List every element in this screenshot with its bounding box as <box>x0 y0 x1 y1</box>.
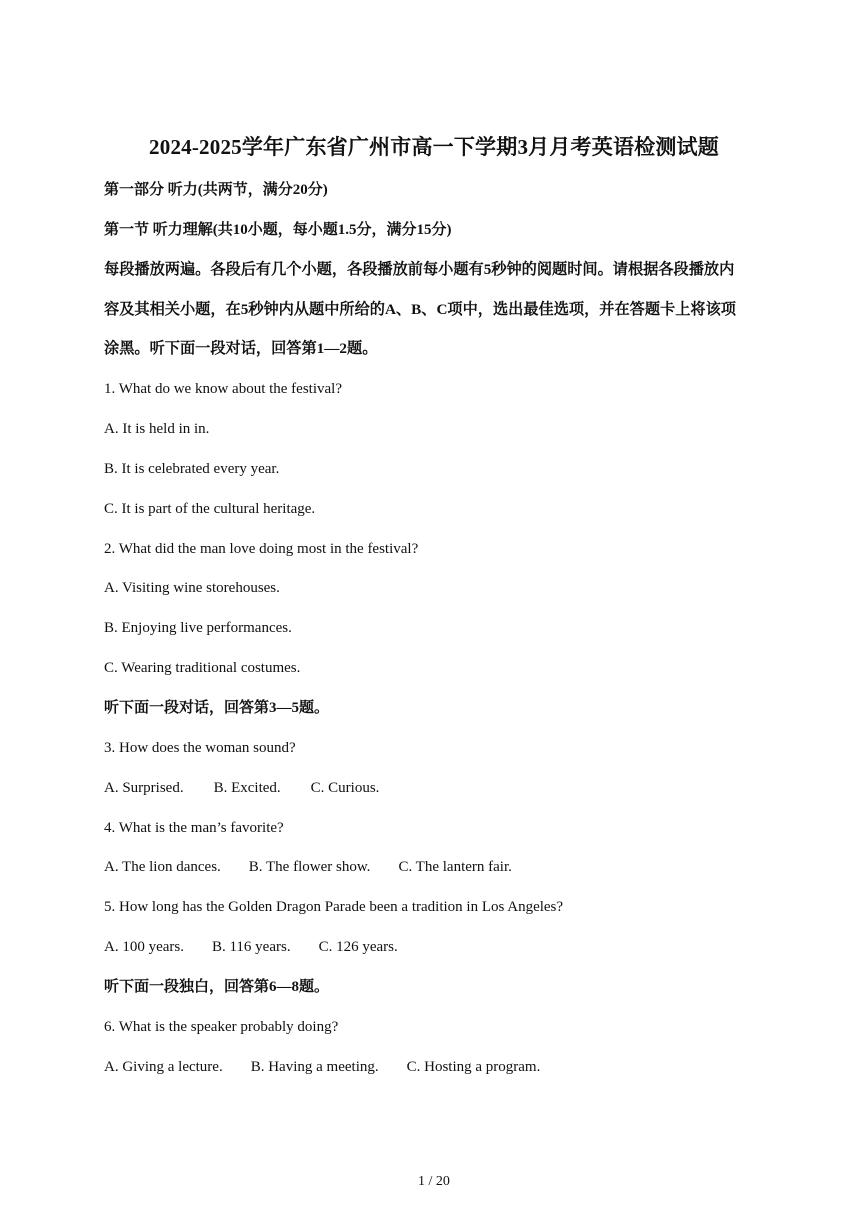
question-5-option-b: B. 116 years. <box>211 939 291 956</box>
question-3-options <box>104 773 766 813</box>
question-5-option-a: A. 100 years. <box>104 939 184 956</box>
instruction-line-1: 每段播放两遍。各段后有几个小题，各段播放前每小题有5秒钟的阅题时间。请根据各段播放内 <box>104 260 735 278</box>
dialogue-2-heading: 听下面一段对话，回答第3—5题。 <box>104 699 330 716</box>
part1-heading: 第一部分 听力(共两节，满分20分) <box>104 182 328 198</box>
question-3-option-b: B. Excited. <box>213 779 281 796</box>
question-6-option-c: C. Hosting a program. <box>406 1058 541 1075</box>
monologue-heading: 听下面一段独白，回答第6—8题。 <box>104 978 330 995</box>
question-1-stem: 1. What do we know about the festival? <box>104 381 342 398</box>
question-6-option-b: B. Having a meeting. <box>250 1058 379 1075</box>
question-2-option-b: B. Enjoying live performances. <box>104 620 292 637</box>
question-5-stem: 5. How long has the Golden Dragon Parade been a tradition in Los Angeles? <box>104 899 564 916</box>
section1-heading: 第一节 听力理解(共10小题，每小题1.5分，满分15分) <box>104 221 452 238</box>
instruction-line-3: 涂黑。听下面一段对话，回答第1—2题。 <box>104 340 378 358</box>
question-4-options <box>104 852 766 892</box>
question-2-option-c: C. Wearing traditional costumes. <box>104 660 301 677</box>
question-1-option-a: A. It is held in in. <box>104 421 210 438</box>
question-1-option-c: C. It is part of the cultural heritage. <box>104 500 316 517</box>
question-4-stem: 4. What is the man’s favorite? <box>104 819 284 836</box>
question-6-option-a: A. Giving a lecture. <box>104 1058 223 1075</box>
question-2-stem: 2. What did the man love doing most in the festival? <box>104 540 419 557</box>
question-2-option-a: A. Visiting wine storehouses. <box>104 580 280 597</box>
question-4-option-c: C. The lantern fair. <box>398 859 512 876</box>
question-3-option-c: C. Curious. <box>310 779 380 796</box>
question-1-option-b: B. It is celebrated every year. <box>104 460 280 477</box>
question-6-stem: 6. What is the speaker probably doing? <box>104 1018 339 1035</box>
question-6-options <box>104 1052 766 1092</box>
question-4-option-b: B. The flower show. <box>248 859 371 876</box>
question-5-options <box>104 932 766 972</box>
instruction-line-2: 容及其相关小题，在5秒钟内从题中所给的A、B、C项中，选出最佳选项，并在答题卡上将该项 <box>104 300 736 318</box>
question-3-stem: 3. How does the woman sound? <box>104 739 296 756</box>
question-4-option-a: A. The lion dances. <box>104 859 221 876</box>
document-body <box>104 175 766 1091</box>
question-5-option-c: C. 126 years. <box>318 939 398 956</box>
question-3-option-a: A. Surprised. <box>104 779 184 796</box>
document-title: 2024-2025学年广东省广州市高一下学期3月月考英语检测试题 <box>149 135 719 159</box>
page-number: 1 / 20 <box>418 1174 450 1189</box>
